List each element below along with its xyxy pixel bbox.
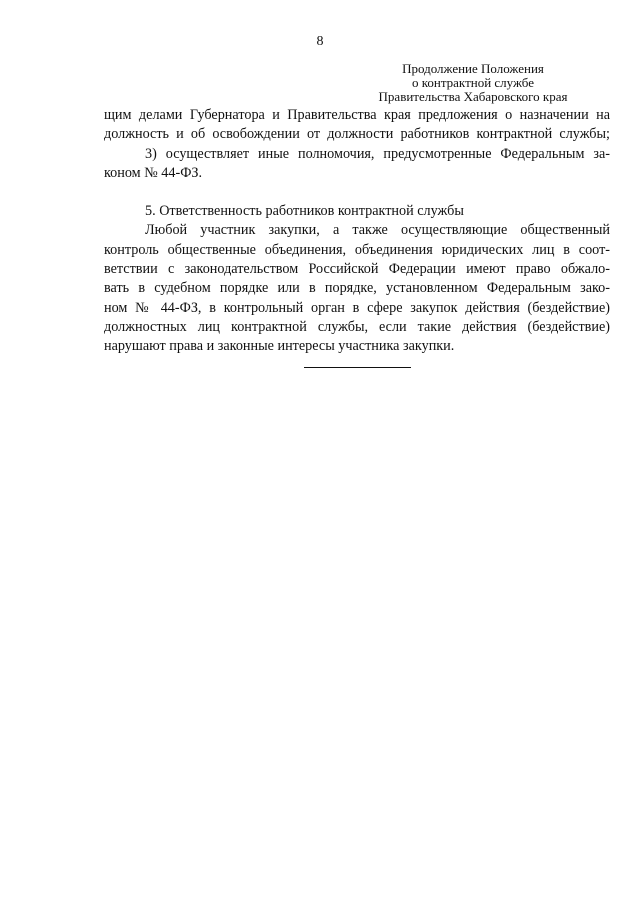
text-line: Любой участник закупки, а также осуществляющие общественный [145, 222, 610, 239]
text-line: щим делами Губернатора и Правительства края предложения о назначении на [104, 107, 610, 123]
text-line: 3) осуществляет иные полномочия, предусмотренные Федеральным за- [145, 145, 610, 162]
text-line: ном № 44-ФЗ, в контрольный орган в сфере закупок действия (бездействие) [104, 299, 610, 316]
document-header [358, 62, 588, 104]
text-line: контроль общественные объединения, объединения юридических лиц в соот- [104, 241, 610, 258]
header-line: Правительства Хабаровского края [378, 89, 568, 104]
text-line: ветствии с законодательством Российской Федерации имеют право обжало- [104, 261, 610, 278]
continued-paragraph [104, 106, 610, 145]
header-line: Продолжение Положения [402, 61, 544, 76]
item-3-paragraph [104, 145, 610, 184]
page-number: 8 [316, 34, 324, 49]
section-heading: 5. Ответственность работников контрактной службы [145, 203, 464, 220]
text-line: должностных лиц контрактной службы, если такие действия (бездействие) [104, 318, 610, 335]
text-line: коном № 44-ФЗ. [104, 164, 203, 181]
end-separator [304, 367, 411, 368]
text-line: должность и об освобождении от должности работников контрактной службы; [104, 126, 610, 143]
section-5-paragraph [104, 221, 610, 356]
text-line: нарушают права и законные интересы участника закупки. [104, 338, 455, 355]
text-line: вать в судебном порядке или в порядке, установленном Федеральным зако- [104, 280, 610, 297]
document-body [104, 106, 610, 357]
header-line: о контрактной службе [411, 75, 535, 90]
